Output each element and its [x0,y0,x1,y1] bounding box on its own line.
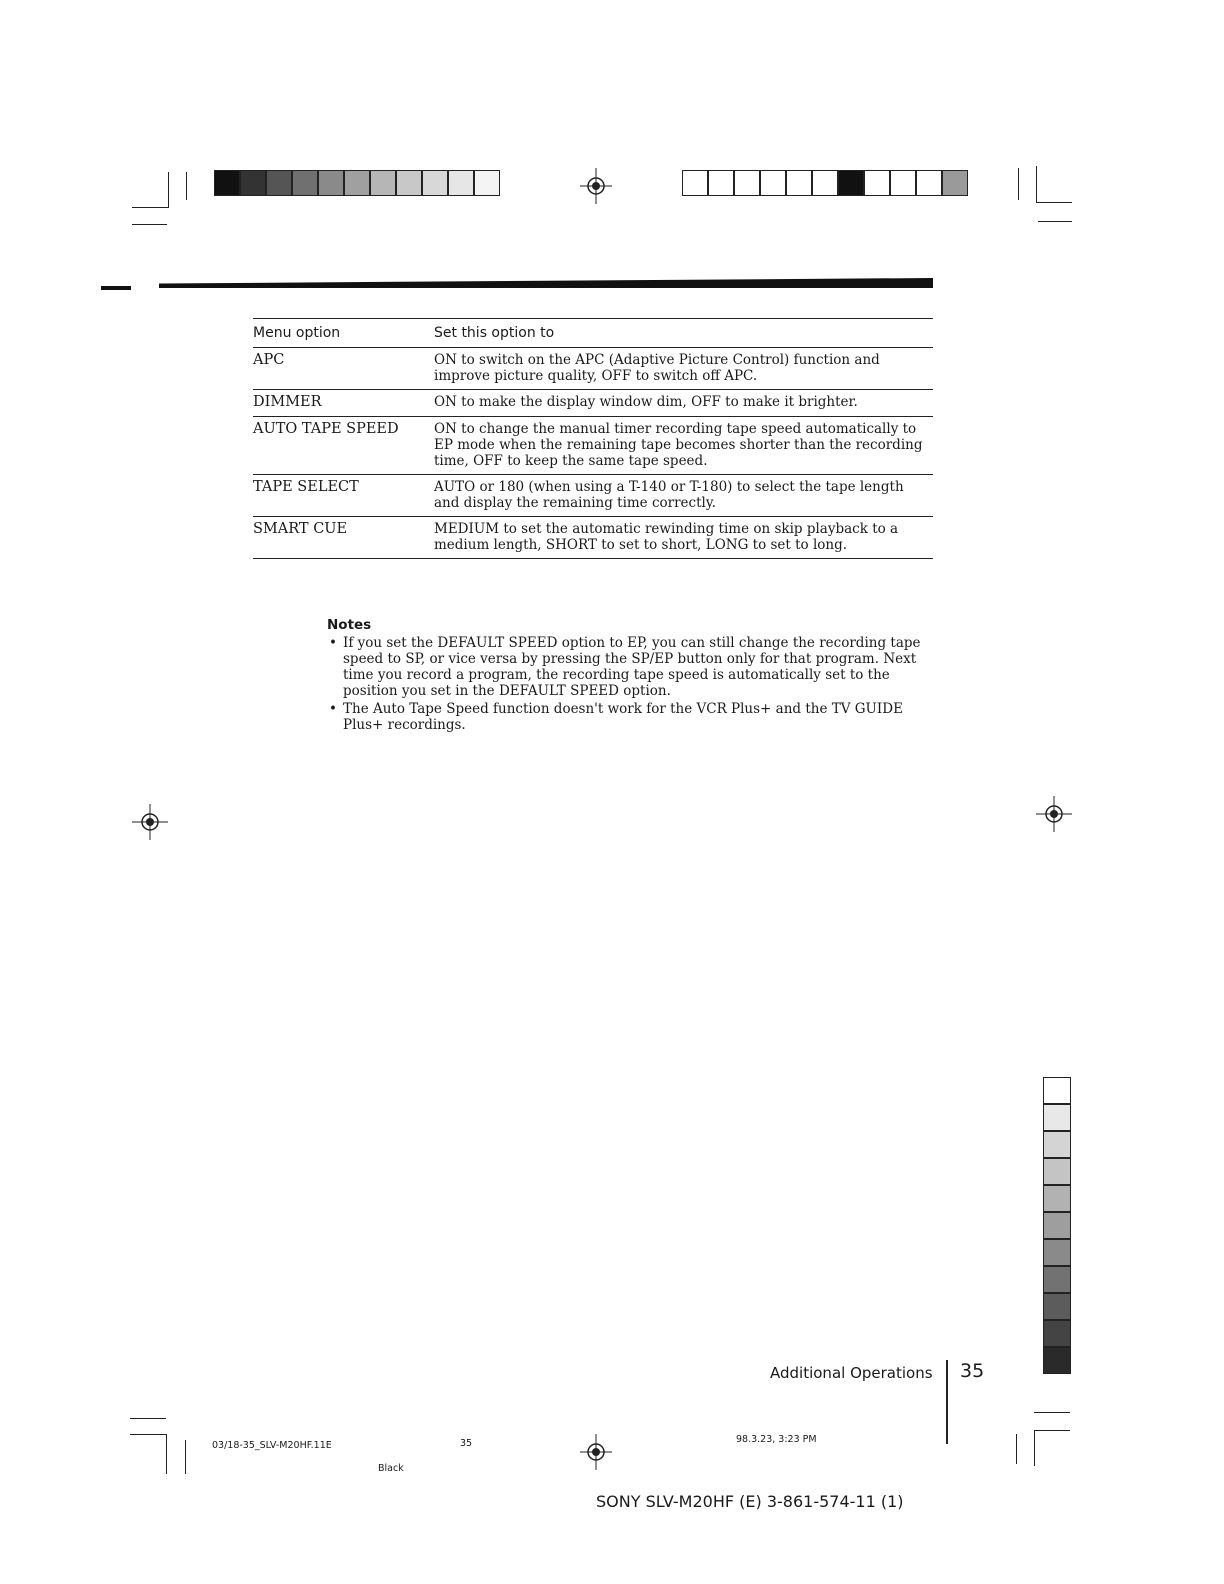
table-cell-option: SMART CUE [253,521,348,537]
color-bar-right-vertical [1043,1077,1071,1374]
table-cell-option: APC [253,352,285,368]
table-rule [253,558,933,559]
table-cell-setting: ON to switch on the APC (Adaptive Picture Control) function and improve picture quality, OFF to switch off APC. [434,352,880,384]
registration-target-left-icon [132,804,168,840]
table-row [253,348,933,389]
crop-mark-bottom-right-vertical [1034,1430,1035,1466]
footer-model-line: SONY SLV-M20HF (E) 3-861-574-11 (1) [596,1492,904,1511]
crop-mark-top-left-horizontal-2 [132,224,167,225]
table-row [253,517,933,558]
page-number: 35 [960,1360,985,1382]
color-bar-cell [708,170,734,196]
notes-list [327,635,937,733]
footer-color-label: Black [378,1463,404,1474]
table-cell-option: AUTO TAPE SPEED [253,421,399,437]
color-bar-cell [1043,1293,1071,1320]
color-bar-cell [1043,1104,1071,1131]
table-row [253,390,933,416]
color-bar-cell [760,170,786,196]
table-row [253,475,933,516]
menu-options-table [253,318,933,559]
color-bar-cell [396,170,422,196]
crop-mark-bottom-left-vertical [166,1434,167,1474]
note-item: • The Auto Tape Speed function doesn't work for the VCR Plus+ and the TV GUIDE Plus+ recordings. [327,701,937,733]
footer-section-title: Additional Operations [770,1364,933,1382]
color-bar-cell [682,170,708,196]
table-header-row [253,319,933,347]
footer-file-page: 35 [460,1438,473,1449]
color-bar-cell [1043,1347,1071,1374]
table-cell-option: TAPE SELECT [253,479,359,495]
footer-timestamp: 98.3.23, 3:23 PM [736,1434,817,1445]
color-bar-cell [318,170,344,196]
color-bar-cell [292,170,318,196]
footer-divider [946,1360,948,1444]
notes-title: Notes [327,617,372,633]
table-header-setting: Set this option to [434,325,555,341]
color-bar-cell [1043,1131,1071,1158]
crop-mark-top-right-vertical-2 [1036,166,1037,202]
registration-target-icon [580,168,612,204]
color-bar-cell [942,170,968,196]
table-cell-setting: ON to change the manual timer recording tape speed automatically to EP mode when the remaining tape becomes shorter than the recording time, OFF to keep the same tape speed. [434,421,923,469]
table-cell-setting: MEDIUM to set the automatic rewinding time on skip playback to a medium length, SHORT to set to short, LONG to set to long. [434,521,899,553]
color-bar-cell [448,170,474,196]
crop-mark-bottom-left-horizontal-2 [130,1434,167,1435]
color-bar-cell [1043,1158,1071,1185]
table-cell-setting: AUTO or 180 (when using a T-140 or T-180) to select the tape length and display the remaining time correctly. [434,479,904,511]
color-bar-cell [1043,1077,1071,1104]
crop-mark-top-left-vertical-2 [186,172,187,200]
crop-mark-top-right-horizontal-2 [1038,221,1072,222]
table-row [253,417,933,474]
color-bar-cell [370,170,396,196]
note-item: • If you set the DEFAULT SPEED option to EP, you can still change the recording tape speed to SP, or vice versa by pressing the SP/EP button only for that program. Next time you record a program, the recording tape speed is automatically set to the position you set in the DEFAULT SPEED option. [327,635,937,699]
color-bar-cell [864,170,890,196]
color-bar-cell [812,170,838,196]
registration-target-right-icon [1036,796,1072,832]
color-bar-cell [1043,1239,1071,1266]
table-cell-option: DIMMER [253,394,322,410]
color-bar-top-right [682,170,968,196]
color-bar-cell [1043,1266,1071,1293]
color-bar-cell [240,170,266,196]
color-bar-cell [474,170,500,196]
color-bar-cell [422,170,448,196]
crop-mark-bottom-right-vertical-2 [1016,1434,1017,1464]
color-bar-cell [1043,1212,1071,1239]
color-bar-cell [266,170,292,196]
header-rule [159,278,933,288]
color-bar-cell [1043,1185,1071,1212]
table-cell-setting: ON to make the display window dim, OFF to make it brighter. [434,394,858,410]
color-bar-cell [214,170,240,196]
color-bar-cell [1043,1320,1071,1347]
header-rule-left [101,286,131,290]
color-bar-top-left [214,170,500,196]
color-bar-cell [344,170,370,196]
crop-mark-bottom-left-vertical-2 [185,1440,186,1474]
crop-mark-top-right-vertical [1018,168,1019,200]
color-bar-cell [890,170,916,196]
table-header-option: Menu option [253,325,341,341]
notes-section [327,617,937,735]
crop-mark-top-left-vertical [168,172,169,208]
crop-mark-bottom-right-horizontal-2 [1034,1430,1070,1431]
crop-mark-top-right-horizontal [1036,202,1072,203]
footer-file-name: 03/18-35_SLV-M20HF.11E [212,1440,332,1451]
crop-mark-bottom-right-horizontal [1034,1412,1070,1413]
crop-mark-bottom-left-horizontal [130,1418,166,1419]
crop-mark-top-left-horizontal [132,207,169,208]
registration-target-bottom-icon [580,1434,612,1470]
color-bar-cell [734,170,760,196]
color-bar-cell [838,170,864,196]
color-bar-cell [786,170,812,196]
color-bar-cell [916,170,942,196]
